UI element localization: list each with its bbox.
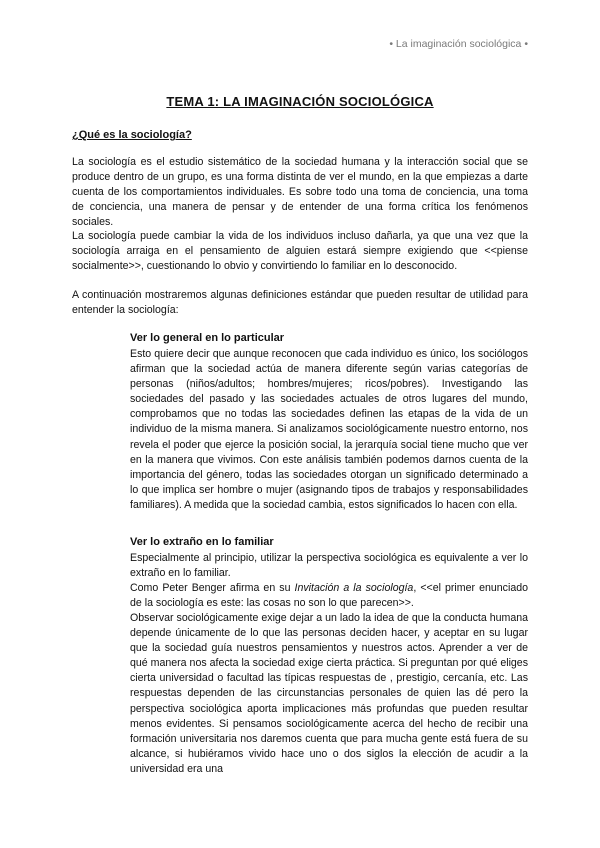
berger-text-after: , <<el primer enunciado de la sociología es este: las cosas no son lo que parecen>>. [130,582,528,610]
paragraph-general-in-particular: Esto quiere decir que aunque reconocen que cada individuo es único, los sociólogos afirman que la sociedad actúa de manera diferente según varias categorías de personas (niños/adultos; hombres/mujeres; ricos/pobres). Investigando las sociedades del pasado y las sociedades actuales de otros lugares del mundo, comprobamos que no todas las sociedades definen las etapas de la vida de un individuo de la misma manera. Si analizamos sociológicamente nuestro entorno, nos revela el poder que ejerce la posición social, la jerarquía social tiene mucho que ver en la manera que vivimos. Con este análisis también podemos darnos cuenta de la importancia del género, todas las sociedades otorgan un significado determinado a lo que implica ser hombre o mujer (asignando tipos de trabajos y responsabilidades familiares). A medida que la sociedad cambia, estos significados lo hacen con ella. [130,348,528,511]
berger-text-before: Como Peter Benger afirma en su [130,582,295,594]
page-title: TEMA 1: LA IMAGINACIÓN SOCIOLÓGICA [166,94,434,109]
section-heading-what-is-sociology: ¿Qué es la sociología? [72,129,192,141]
subheading-strange-in-familiar: Ver lo extraño en lo familiar [130,536,274,548]
running-header: • La imaginación sociológica • [389,38,528,50]
paragraph-change-lives: La sociología puede cambiar la vida de los individuos incluso dañarla, ya que una vez que la sociología arraiga en el pensamiento de alguien estará siempre exigiendo que <<piense socialmente>>, cuestionando lo obvio y convirtiendo lo familiar en lo desconocido. [72,230,528,273]
paragraph-observe-sociologically: Observar sociológicamente exige dejar a un lado la idea de que la conducta humana depende únicamente de lo que las personas deciden hacer, y aceptar en su lugar que la sociedad guía nuestros pensamientos y nuestros actos. Aprender a ver de qué manera nos afecta la sociedad exige cierta práctica. Si preguntan por qué eliges cierta universidad o facultad las típicas respuestas de , prestigio, cercanía, etc. Las respuestas dependen de las circunstancias personales de quien las dé pero la perspectiva sociológica aporta implicaciones más profundas que pueden resultar menos evidentes. Si pensamos sociológicamente acerca del hecho de recibir una formación universitaria nos daremos cuenta que para mucha gente está fuera de su alcance, si hubiéramos vivido hace uno o dos siglos la elección de acudir a la universidad era una [130,612,528,775]
paragraph-berger-quote [130,581,528,611]
paragraph-strange-in-familiar-1: Especialmente al principio, utilizar la perspectiva sociológica es equivalente a ver lo extraño en lo familiar. [130,552,528,580]
subheading-general-in-particular: Ver lo general en lo particular [130,332,285,344]
paragraph-definition: La sociología es el estudio sistemático de la sociedad humana y la interacción social que se produce dentro de un grupo, es una forma distinta de ver el mundo, en la que empiezas a darte cuenta de los comportamientos individuales. Es sobre todo una toma de conciencia, una toma de conciencia, una manera de pensar y de entender de una forma crítica los fenómenos sociales. [72,156,528,229]
paragraph-intro-definitions: A continuación mostraremos algunas definiciones estándar que pueden resultar de utilidad para entender la sociología: [72,289,528,317]
book-title: Invitación a la sociología [294,582,414,594]
